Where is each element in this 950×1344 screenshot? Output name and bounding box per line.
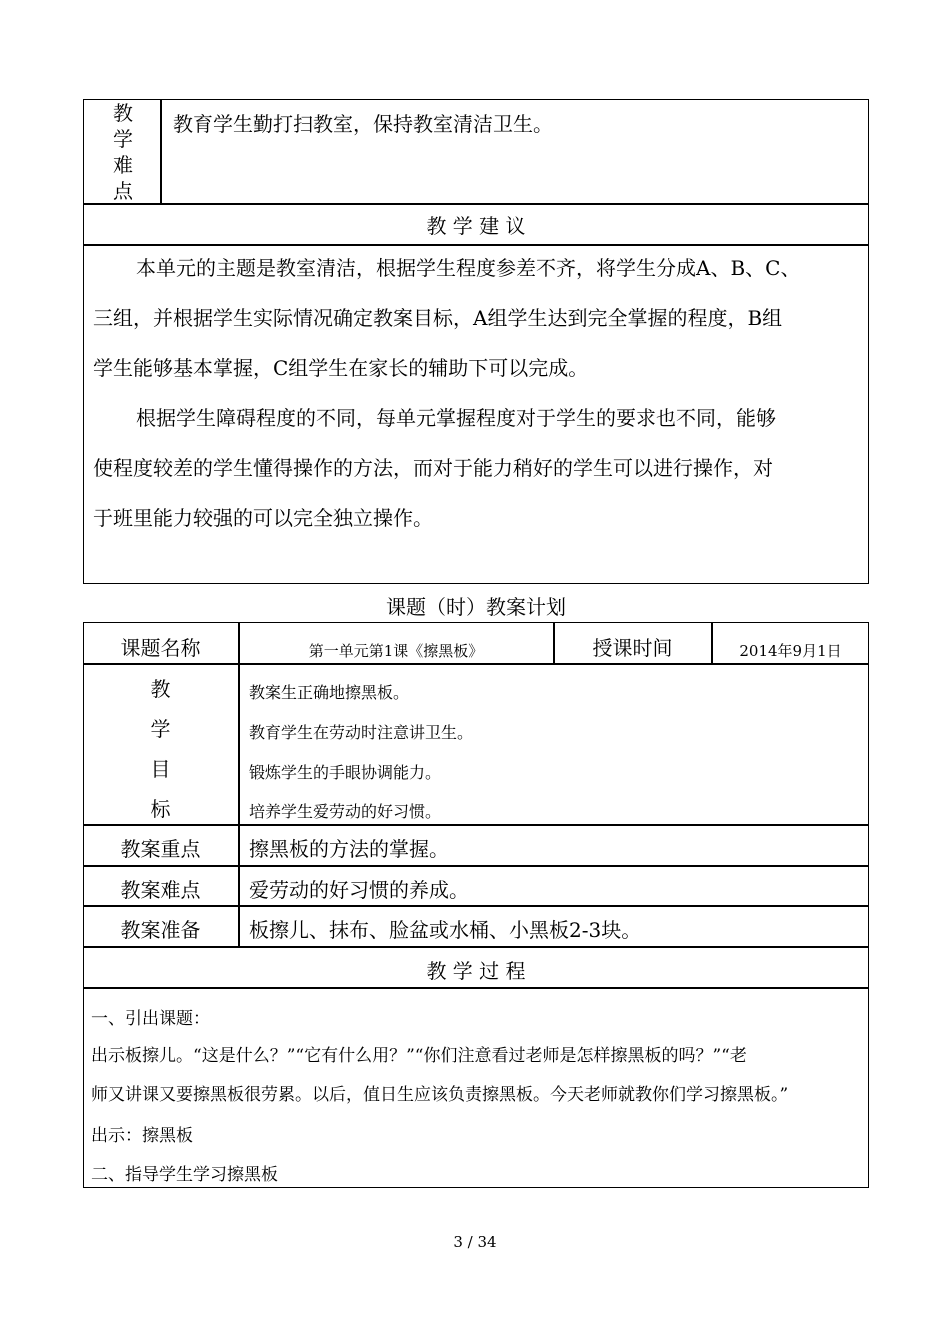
difficulty-value: 爱劳动的好习惯的养成。: [249, 878, 469, 902]
time-label: 授课时间: [592, 636, 673, 660]
suggestion-line: 本单元的主题是教室清洁，根据学生程度参差不齐，将学生分成A、B、C、: [136, 256, 801, 280]
difficulty-label-char: 难: [113, 153, 133, 177]
process-line: 出示板擦儿。“这是什么？”“它有什么用？”“你们注意看过老师是怎样擦黑板的吗？”“老: [91, 1046, 747, 1066]
goals-label-char: 学: [150, 717, 171, 741]
process-line: 二、指导学生学习擦黑板: [91, 1165, 278, 1185]
process-line: 一、引出课题：: [91, 1009, 210, 1029]
process-line: 师又讲课又要擦黑板很劳累。以后，值日生应该负责擦黑板。今天老师就教你们学习擦黑板。”: [91, 1085, 789, 1105]
plan-title: 课题（时）教案计划: [386, 595, 566, 619]
suggestion-line: 三组，并根据学生实际情况确定教案目标，A组学生达到完全掌握的程度，B组: [93, 306, 783, 330]
suggestion-line: 根据学生障碍程度的不同，每单元掌握程度对于学生的要求也不同，能够: [136, 406, 776, 430]
page-number: 3 / 34: [453, 1233, 497, 1251]
suggestion-line: 于班里能力较强的可以完全独立操作。: [93, 506, 433, 530]
goals-label-char: 标: [150, 797, 171, 821]
key-label: 教案重点: [120, 837, 201, 861]
goals-label-char: 教: [150, 677, 171, 701]
goal-item: 教育学生在劳动时注意讲卫生。: [249, 723, 474, 742]
suggestion-line: 学生能够基本掌握，C组学生在家长的辅助下可以完成。: [93, 356, 589, 380]
difficulty-label-char: 教: [113, 101, 133, 125]
time-value: 2014年9月1日: [739, 642, 842, 660]
difficulty-label: 教案难点: [120, 878, 201, 902]
key-value: 擦黑板的方法的掌握。: [249, 837, 449, 861]
difficulty-label-char: 学: [113, 127, 133, 151]
goal-item: 培养学生爱劳动的好习惯。: [249, 802, 442, 821]
goal-item: 教案生正确地擦黑板。: [249, 683, 410, 702]
difficulty-label-char: 点: [113, 179, 133, 203]
difficulty-text: 教育学生勤打扫教室，保持教室清洁卫生。: [173, 112, 553, 136]
topic-value: 第一单元第1课《擦黑板》: [308, 642, 484, 660]
suggestion-header: 教 学 建 议: [426, 214, 526, 238]
topic-label: 课题名称: [120, 636, 201, 660]
prep-label: 教案准备: [120, 918, 201, 942]
goal-item: 锻炼学生的手眼协调能力。: [249, 763, 442, 782]
process-line: 出示：擦黑板: [91, 1126, 193, 1146]
goals-label-char: 目: [150, 757, 171, 781]
suggestion-line: 使程度较差的学生懂得操作的方法，而对于能力稍好的学生可以进行操作，对: [93, 456, 773, 480]
prep-value: 板擦儿、抹布、脸盆或水桶、小黑板2-3块。: [249, 918, 642, 942]
process-header: 教 学 过 程: [426, 959, 526, 983]
